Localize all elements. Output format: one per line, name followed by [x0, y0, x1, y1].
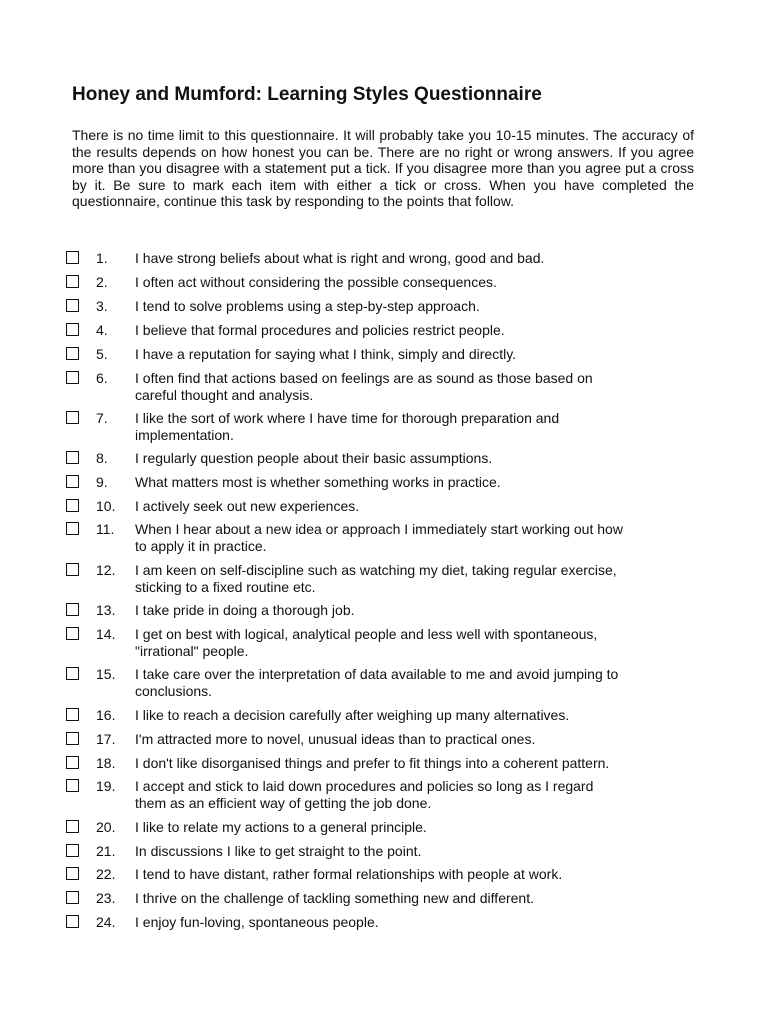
answer-checkbox[interactable] — [66, 844, 79, 857]
answer-checkbox[interactable] — [66, 251, 79, 264]
question-text: I take pride in doing a thorough job. — [135, 602, 355, 618]
answer-checkbox[interactable] — [66, 915, 79, 928]
question-number: 1. — [96, 250, 108, 266]
question-number: 13. — [96, 602, 116, 618]
question-number: 8. — [96, 450, 108, 466]
question-text: I have a reputation for saying what I think, simply and directly. — [135, 346, 517, 362]
question-text: I thrive on the challenge of tackling something new and different. — [135, 890, 534, 906]
question-number: 4. — [96, 322, 108, 338]
question-text: I get on best with logical, analytical people and less well with spontaneous, "irrational" people. — [135, 626, 598, 659]
answer-checkbox[interactable] — [66, 411, 79, 424]
question-number: 22. — [96, 866, 116, 882]
question-text: I regularly question people about their basic assumptions. — [135, 450, 493, 466]
answer-checkbox[interactable] — [66, 891, 79, 904]
question-text: I like the sort of work where I have time for thorough preparation and implementation. — [135, 410, 560, 443]
question-text: I tend to solve problems using a step-by-step approach. — [135, 298, 480, 314]
question-number: 24. — [96, 914, 116, 930]
question-number: 14. — [96, 626, 116, 642]
question-number: 19. — [96, 778, 116, 794]
question-number: 7. — [96, 410, 108, 426]
answer-checkbox[interactable] — [66, 299, 79, 312]
answer-checkbox[interactable] — [66, 371, 79, 384]
answer-checkbox[interactable] — [66, 667, 79, 680]
question-text: I like to relate my actions to a general principle. — [135, 819, 427, 835]
answer-checkbox[interactable] — [66, 522, 79, 535]
question-number: 5. — [96, 346, 108, 362]
question-text: I often act without considering the possible consequences. — [135, 274, 497, 290]
answer-checkbox[interactable] — [66, 563, 79, 576]
question-text: I tend to have distant, rather formal relationships with people at work. — [135, 866, 563, 882]
answer-checkbox[interactable] — [66, 499, 79, 512]
answer-checkbox[interactable] — [66, 732, 79, 745]
answer-checkbox[interactable] — [66, 347, 79, 360]
answer-checkbox[interactable] — [66, 708, 79, 721]
question-text: I often find that actions based on feelings are as sound as those based on careful thought and analysis. — [135, 370, 593, 403]
question-text: I like to reach a decision carefully after weighing up many alternatives. — [135, 707, 570, 723]
answer-checkbox[interactable] — [66, 627, 79, 640]
question-number: 11. — [96, 521, 115, 537]
question-number: 15. — [96, 666, 116, 682]
question-text: I'm attracted more to novel, unusual ideas than to practical ones. — [135, 731, 536, 747]
question-text: I take care over the interpretation of data available to me and avoid jumping to conclusions. — [135, 666, 619, 699]
question-number: 20. — [96, 819, 116, 835]
question-number: 17. — [96, 731, 116, 747]
question-text: I am keen on self-discipline such as watching my diet, taking regular exercise, sticking to a fixed routine etc. — [135, 562, 617, 595]
question-number: 3. — [96, 298, 108, 314]
question-number: 12. — [96, 562, 116, 578]
question-text: I believe that formal procedures and policies restrict people. — [135, 322, 505, 338]
answer-checkbox[interactable] — [66, 451, 79, 464]
answer-checkbox[interactable] — [66, 820, 79, 833]
answer-checkbox[interactable] — [66, 867, 79, 880]
answer-checkbox[interactable] — [66, 779, 79, 792]
question-number: 2. — [96, 274, 108, 290]
answer-checkbox[interactable] — [66, 475, 79, 488]
question-text: I accept and stick to laid down procedures and policies so long as I regard them as an efficient way of getting the job done. — [135, 778, 594, 811]
answer-checkbox[interactable] — [66, 603, 79, 616]
question-text: I have strong beliefs about what is right and wrong, good and bad. — [135, 250, 545, 266]
answer-checkbox[interactable] — [66, 756, 79, 769]
question-text: I actively seek out new experiences. — [135, 498, 360, 514]
question-number: 18. — [96, 755, 116, 771]
intro-paragraph: There is no time limit to this questionnaire. It will probably take you 10-15 minutes. The accuracy of the results depends on how honest you can be. There are no right or wrong answers. If you agree more than you disagree with a statement put a tick. If you disagree more than you agree put a cross by it. Be sure to mark each item with either a tick or cross. When you have completed the questionnaire, continue this task by responding to the points that follow. — [72, 127, 694, 209]
question-number: 9. — [96, 474, 108, 490]
question-text: I don't like disorganised things and prefer to fit things into a coherent pattern. — [135, 755, 610, 771]
question-text: In discussions I like to get straight to the point. — [135, 843, 422, 859]
answer-checkbox[interactable] — [66, 323, 79, 336]
question-number: 16. — [96, 707, 116, 723]
question-number: 10. — [96, 498, 116, 514]
question-text: When I hear about a new idea or approach I immediately start working out how to apply it in practice. — [135, 521, 623, 554]
question-text: What matters most is whether something works in practice. — [135, 474, 501, 490]
question-number: 23. — [96, 890, 116, 906]
question-number: 6. — [96, 370, 108, 386]
question-text: I enjoy fun-loving, spontaneous people. — [135, 914, 379, 930]
page-title: Honey and Mumford: Learning Styles Questionnaire — [72, 84, 542, 105]
answer-checkbox[interactable] — [66, 275, 79, 288]
question-number: 21. — [96, 843, 116, 859]
